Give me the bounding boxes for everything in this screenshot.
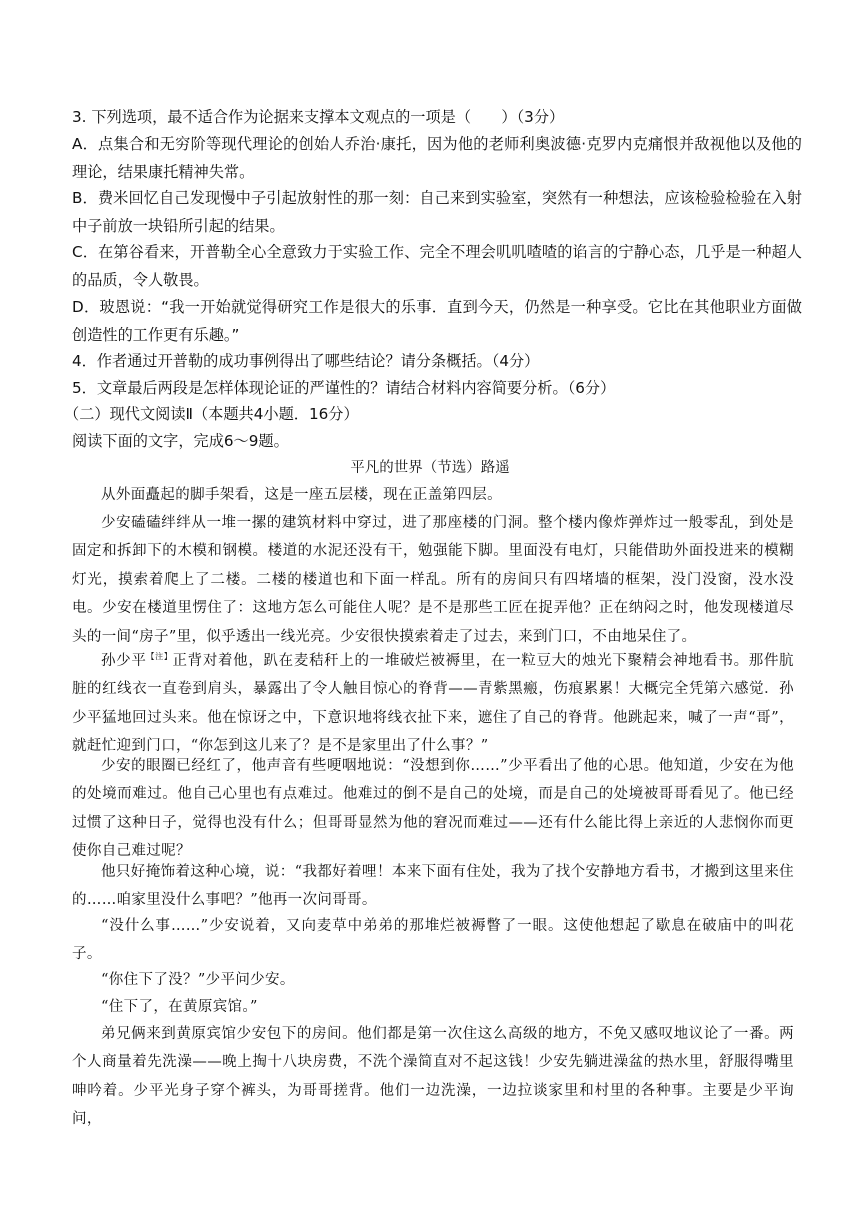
passage-paragraph-7: “你住下了没？”少平问少安。	[101, 972, 295, 988]
passage-paragraph-8: “住下了，在黄原宾馆。”	[101, 999, 258, 1015]
passage-paragraph-1: 从外面矗起的脚手架看，这是一座五层楼，现在正盖第四层。	[101, 487, 502, 503]
passage-paragraph-9: 弟兄俩来到黄原宾馆少安包下的房间。他们都是第一次住这么高级的地方，不免又感叹地议论了一番。两个人商量着先洗澡——晚上掏十八块房费，不洗个澡简直对不起这钱！少安先躺进澡盆的热水里，舒服得嘴里呻吟着。少平光身子穿个裤头，为哥哥搓背。他们一边洗澡，一边拉谈家里和村里的各种事。主要是少平询问，	[72, 1026, 794, 1128]
section-instruction: 阅读下面的文字，完成6～9题。	[72, 432, 289, 450]
question-3-stem: 3. 下列选项，最不适合作为论据来支撑本文观点的一项是（ ）（3分）	[72, 108, 565, 126]
question-3-option-c: C．在第谷看来，开普勒全心全意致力于实验工作、完全不理会叽叽喳喳的谄言的宁静心态，几乎是一种超人的品质，令人敬畏。	[72, 243, 802, 289]
character-name: 孙少平	[101, 653, 147, 669]
paragraph-3-text: 正背对着他，趴在麦秸秆上的一堆破烂被褥里，在一粒豆大的烛光下聚精会神地看书。那件肮脏的红线衣一直卷到肩头，暴露出了令人触目惊心的脊背——青紫黑瘢，伤痕累累！大概完全凭第六感觉．孙少平猛地回过头来。他在惊讶之中，下意识地将线衣扯下来，遮住了自己的脊背。他跳起来，喊了一声“哥”，就赶忙迎到门口，“你怎到这儿来了？是不是家里出了什么事？”	[72, 653, 794, 755]
question-4: 4．作者通过开普勒的成功事例得出了哪些结论？请分条概括。（4分）	[72, 352, 540, 370]
passage-paragraph-3	[72, 647, 794, 761]
passage-paragraph-6: “没什么事……”少安说着，又向麦草中弟弟的那堆烂被褥瞥了一眼。这使他想起了歇息在破庙中的叫花子。	[72, 918, 794, 963]
question-3-option-a: A．点集合和无穷阶等现代理论的创始人乔治·康托，因为他的老师利奥波德·克罗内克痛恨并敌视他以及他的理论，结果康托精神失常。	[72, 135, 802, 181]
footnote-marker: 【注】	[146, 652, 173, 662]
question-3-option-b: B．费米回忆自己发现慢中子引起放射性的那一刻：自己来到实验室，突然有一种想法，应该检验检验在入射中子前放一块铅所引起的结果。	[72, 189, 802, 235]
passage-paragraph-4: 少安的眼圈已经红了，他声音有些哽咽地说：“没想到你……”少平看出了他的心思。他知道，少安在为他的处境而难过。他自己心里也有点难过。他难过的倒不是自己的处境，而是自己的处境被哥哥看见了。他已经过惯了这种日子，觉得也没有什么；但哥哥显然为他的窘况而难过——还有什么能比得上亲近的人悲悯你而更使你自己难过呢？	[72, 758, 794, 860]
question-3-option-d: D．玻恩说：“我一开始就觉得研究工作是很大的乐事．直到今天，仍然是一种享受。它比在其他职业方面做创造性的工作更有乐趣。”	[72, 298, 802, 344]
passage-title: 平凡的世界（节选）路遥	[350, 460, 510, 476]
passage-paragraph-5: 他只好掩饰着这种心境，说：“我都好着哩！本来下面有住处，我为了找个安静地方看书，才搬到这里来住的……咱家里没什么事吧？”他再一次问哥哥。	[72, 864, 794, 909]
section-heading: （二）现代文阅读Ⅱ（本题共4小题．16分）	[64, 405, 359, 423]
question-5: 5．文章最后两段是怎样体现论证的严谨性的？请结合材料内容简要分析。（6分）	[72, 379, 616, 397]
passage-paragraph-2: 少安磕磕绊绊从一堆一摞的建筑材料中穿过，进了那座楼的门洞。整个楼内像炸弹炸过一般零乱，到处是固定和拆卸下的木模和钢模。楼道的水泥还没有干，勉强能下脚。里面没有电灯，只能借助外面投进来的模糊灯光，摸索着爬上了二楼。二楼的楼道也和下面一样乱。所有的房间只有四堵墙的框架，没门没窗，没水没电。少安在楼道里愣住了：这地方怎么可能住人呢？是不是那些工匠在捉弄他？正在纳闷之时，他发现楼道尽头的一间“房子”里，似乎透出一线光亮。少安很快摸索着走了过去，来到门口，不由地呆住了。	[72, 515, 794, 645]
